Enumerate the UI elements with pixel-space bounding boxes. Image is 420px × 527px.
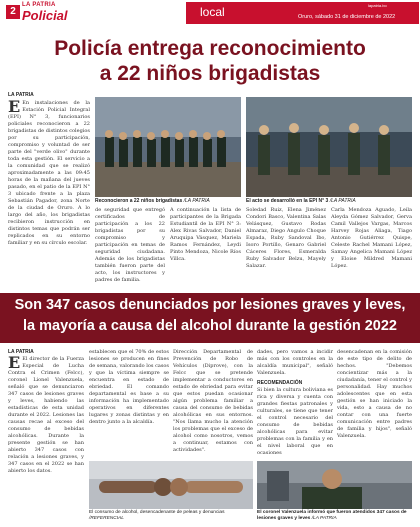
story2-column-1 [8,356,84,522]
story1-column-4: A continuación la lista de participantes de la Brigada Estudiantil de la EPI N° 3: Alex Rivas Salvador, Daniel Aruquipa Vásquez, Mariela Ramos Fernández, Leydi Pinto Mendoza, Nicole Ríos Villca. [170,207,241,262]
story1-photo-act [246,97,412,197]
story1-headline-line2: a 22 niños brigadistas [99,62,321,85]
brigadistas-photo [95,97,241,197]
story2-caption-1-text: El consumo de alcohol, desencadenante de peleas y denuncias [89,510,225,515]
story1-column-3: de seguridad que entregó certificados de participación a los 22 brigadistas por su compromiso y participación en temas de seguridad ciudadana. Además de los brigadistas también fueron parte del acto, los instructores y padres de familia. [95,207,165,283]
coronel-photo [257,461,412,509]
story1-caption-1 [95,198,241,205]
story1-column-6: Carla Mendoza Aguado, Leila Aleyda Gómez Salvador, Gerva Camil Vallejos Vargas, Marcos Harvey Rojas Aliaga, Tiago Antonio Gutiérrez Quispe, Celeste Rachel Mamani López, Samay Angelica Mamani López y Eloise Mildred Mamani López. [331,207,412,269]
story1-column-5: Soledad Ruiz, Elena Jiménez Condori Basco, Valentina Salas Velásquez, Gustavo Rodas Almaraz, Diego Angulo Choque Espada, Ruby Sandoval Ibo, Isoro Portillo, Genaro Gabriel Cáceres Flores, Esmeralda Ruby Salvador Belzu, Mayely Salazar. [246,207,326,269]
story1-caption-2 [246,198,412,205]
story2-caption-1-credit: /REFERENCIAL [89,516,124,521]
masthead-top: LA PATRIA [22,2,56,8]
story1-column-1 [8,100,90,285]
page-number: 2 [6,5,20,19]
story2-kicker: LA PATRIA [8,349,34,355]
ceremony-photo [246,97,412,197]
story2-caption-2-credit: /LA PATRIA [311,516,337,521]
story1-dropcap: E [8,100,21,116]
story2-subhead: RECOMENDACIÓN [257,380,303,386]
story1-caption-1-credit: /LA PATRIA [183,198,210,204]
story1-caption-2-credit: /LA PATRIA [329,198,356,204]
story2-headline [0,295,420,337]
story2-photo-alcohol [89,461,253,509]
section-label: local [200,5,225,19]
story2-caption-2-text: El coronel Valenzuela informó que fueron atendidos 347 casos de lesiones graves y leves [257,510,407,521]
story1-photo-brigadistas [95,97,241,197]
story1-caption-1-text: Reconocieron a 22 niños brigadistas [95,198,183,204]
fist-bump-photo [89,461,253,509]
story2-photo-coronel [257,461,412,509]
story2-column-4b: Si bien la cultura boliviana es rica y diversa y cuenta con grandes fiestas patronales y culturales, se tiene que tener el control necesario del consumo de bebidas alcohólicas para evitar problemas con la familia y en el nivel laboral que en ocasiones [257,387,333,456]
story2-headline-line1: Son 347 casos denunciados por lesiones graves y leves, [14,297,406,313]
dateline: Oruro, sábado 31 de diciembre de 2022 [298,14,396,20]
story2-column-5: desencadenan en la comisión de este tipo de delito de hechos. "Debemos concientizar más a la ciudadanía, tener el control y personalidad. Hay muchos adolescentes que en esta gestión se han iniciado la vida, esto a causa de no contar con una fuerte comunicación entre padres de familia y hijos", señaló Valenzuela. [337,349,412,439]
story1-column-1-text: En instalaciones de la Estación Policial Integral (EPI) N° 3, funcionarios policiales reconocieron a 22 brigadistas de distintos colegios por su participación, compromiso y voluntad de ser parte del "verde olivo" durante toda esta gestión. El servicio a la comunidad que se realizó aproximadamente a las 09:45 horas de la mañana del jueves pasado, en el patio de la EPI N° 3 ubicado frente a la plaza Sebastián Pagador, zona Norte de la ciudad de Oruro. A lo largo del año, los brigadistas recibieron instrucción en distintos temas que podrán ser replicados en su entorno familiar y en su círculo escolar. [8,100,90,246]
story1-kicker: LA PATRIA [8,92,34,98]
story2-column-2: establecen que el 70% de estos lesiones se producen en fines de semana, valorando los casos y que la víctima siempre se encuentra en estado de ebriedad. El comando departamental es base a su información ha implementado operativos en diferentes lugares y zonas distintas y en dentro junto a la alcaldía. [89,349,169,425]
story2-column-4: dades, pero vamos a incidir más con los controles en la alcaldía municipal", señaló Valenzuela. [257,349,333,376]
story1-caption-2-text: El acto se desarrolló en la EPI N° 3 [246,198,329,204]
story2-headline-line2: la mayoría a causa del alcohol durante la gestión 2022 [23,318,397,334]
story1-headline-line1: Policía entrega reconocimiento [54,37,366,60]
edition-label: lapatria.bo [368,3,387,8]
story1-headline [0,36,420,86]
story2-dropcap: E [8,356,21,372]
story2-column-3: Dirección Departamental de Prevención de Robo de Vehículos (Diprove), con la Felcc que se pretende implementar a conductores en estado de ebriedad para evitar que estos puedan ocasionar algún problema familiar a causa del consumo de bebidas alcohólicas en sus entornos. "Nos llama mucho la atención los problemas que el exceso de alcohol como nosotros, vemos a continuar, estamos con actividades". [173,349,253,453]
story2-caption-1 [89,510,253,522]
masthead: Policial [22,8,68,23]
story2-caption-2 [257,510,412,522]
story2-column-1-text: El director de la Fuerza Especial de Lucha Contra el Crimen (Felcc), coronel Lionel Valenzuela, señaló que se denunciaron 347 casos de lesiones graves y leves, habiendo las estadísticas de esta unidad durante el 2022. Lesiones las causas recae al exceso del consumo de bebidas alcohólicas. Durante la presente gestión se han abierto 347 casos con relación a lesiones graves, y 347 casos en el 2022 se han abierto los datos. [8,356,84,474]
